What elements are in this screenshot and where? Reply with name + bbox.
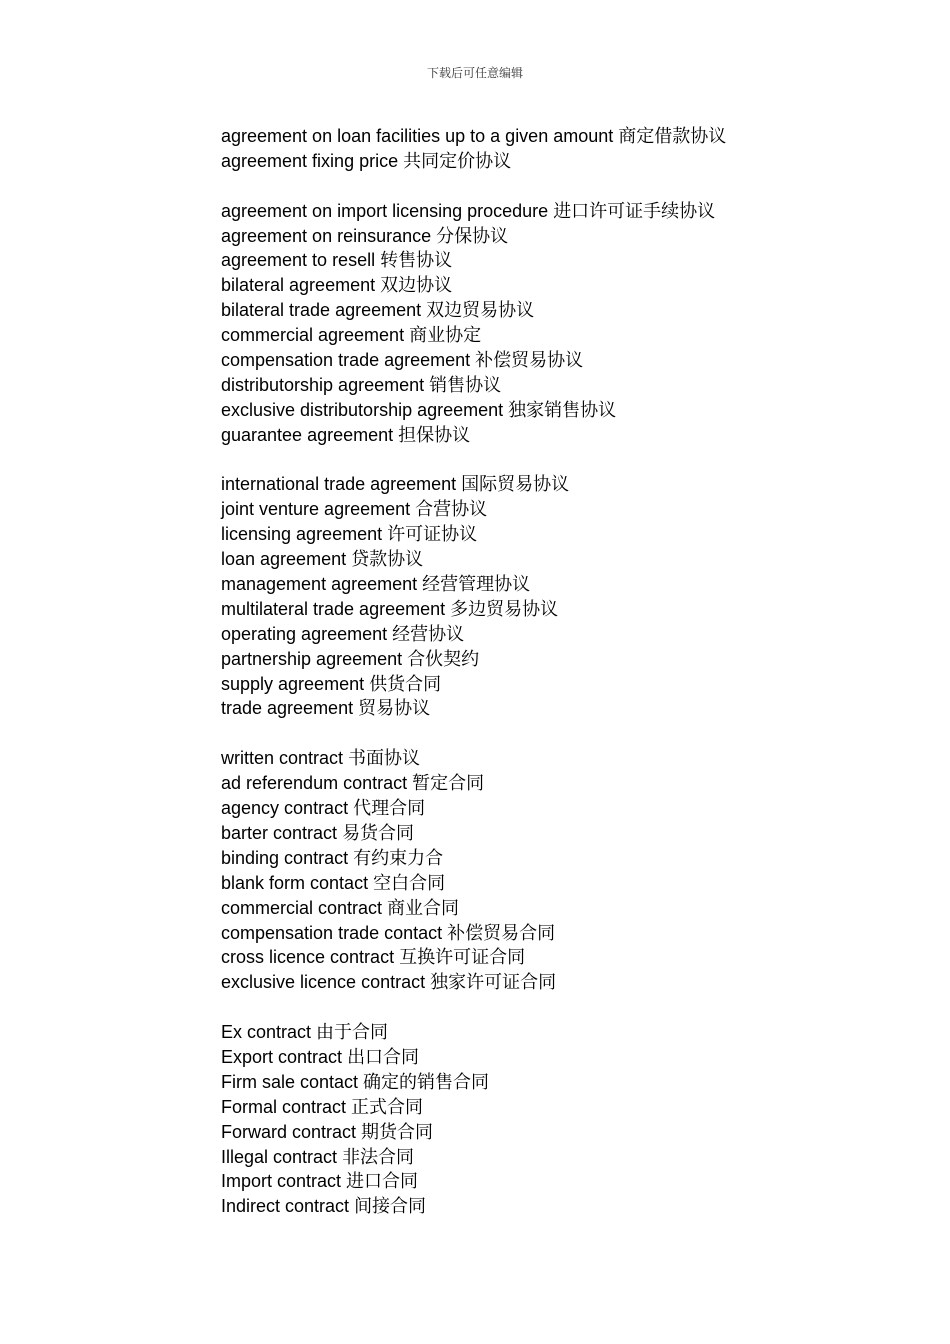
chinese-term: 确定的销售合同 bbox=[363, 1071, 490, 1093]
blank-line bbox=[221, 721, 921, 746]
english-term: joint venture agreement bbox=[221, 499, 411, 520]
chinese-term: 许可证协议 bbox=[387, 524, 478, 546]
glossary-entry bbox=[221, 871, 921, 896]
chinese-term: 经营管理协议 bbox=[422, 574, 531, 596]
english-term: commercial contract bbox=[221, 897, 383, 918]
chinese-term: 分保协议 bbox=[436, 225, 509, 247]
blank-line bbox=[221, 995, 921, 1020]
chinese-term: 国际贸易协议 bbox=[461, 474, 570, 496]
english-term: management agreement bbox=[221, 574, 418, 595]
chinese-term: 多边贸易协议 bbox=[450, 598, 559, 620]
chinese-term: 有约束力合 bbox=[353, 847, 444, 869]
glossary-entry bbox=[221, 597, 921, 622]
chinese-term: 互换许可证合同 bbox=[399, 947, 526, 969]
chinese-term: 双边贸易协议 bbox=[426, 300, 535, 322]
chinese-term: 担保协议 bbox=[398, 424, 471, 446]
glossary-entry bbox=[221, 472, 921, 497]
chinese-term: 易货合同 bbox=[342, 822, 415, 844]
english-term: binding contract bbox=[221, 847, 349, 868]
chinese-term: 期货合同 bbox=[361, 1121, 434, 1143]
chinese-term: 销售协议 bbox=[429, 374, 502, 396]
glossary-entry bbox=[221, 921, 921, 946]
glossary-entry bbox=[221, 896, 921, 921]
english-term: supply agreement bbox=[221, 673, 365, 694]
glossary-entry bbox=[221, 746, 921, 771]
english-term: agreement on import licensing procedure bbox=[221, 200, 549, 221]
chinese-term: 非法合同 bbox=[342, 1146, 415, 1168]
glossary-entry bbox=[221, 846, 921, 871]
chinese-term: 代理合同 bbox=[353, 798, 426, 820]
glossary-entry bbox=[221, 124, 921, 149]
english-term: commercial agreement bbox=[221, 325, 405, 346]
glossary-entry bbox=[221, 1169, 921, 1194]
glossary-entry bbox=[221, 273, 921, 298]
english-term: ad referendum contract bbox=[221, 773, 408, 794]
chinese-term: 转售协议 bbox=[380, 250, 453, 272]
blank-line bbox=[221, 174, 921, 199]
glossary-entry bbox=[221, 970, 921, 995]
english-term: agreement to resell bbox=[221, 250, 376, 271]
chinese-term: 正式合同 bbox=[351, 1096, 424, 1118]
glossary-entry bbox=[221, 1020, 921, 1045]
glossary-entry bbox=[221, 248, 921, 273]
english-term: partnership agreement bbox=[221, 648, 403, 669]
chinese-term: 合营协议 bbox=[415, 499, 488, 521]
chinese-term: 合伙契约 bbox=[407, 648, 480, 670]
glossary-entry bbox=[221, 298, 921, 323]
english-term: bilateral trade agreement bbox=[221, 300, 422, 321]
english-term: Formal contract bbox=[221, 1096, 347, 1117]
english-term: Forward contract bbox=[221, 1121, 357, 1142]
glossary-entry bbox=[221, 771, 921, 796]
english-term: loan agreement bbox=[221, 549, 347, 570]
glossary-entry bbox=[221, 373, 921, 398]
chinese-term: 商定借款协议 bbox=[618, 126, 727, 147]
chinese-term: 间接合同 bbox=[354, 1196, 427, 1218]
glossary-entry bbox=[221, 522, 921, 547]
glossary-entry bbox=[221, 348, 921, 373]
english-term: Illegal contract bbox=[221, 1146, 338, 1167]
glossary-entry bbox=[221, 1145, 921, 1170]
glossary-entry bbox=[221, 323, 921, 348]
glossary-entry bbox=[221, 398, 921, 423]
english-term: Export contract bbox=[221, 1046, 343, 1067]
english-term: guarantee agreement bbox=[221, 424, 394, 445]
chinese-term: 独家销售协议 bbox=[508, 399, 617, 421]
english-term: compensation trade agreement bbox=[221, 350, 471, 371]
english-term: agreement on loan facilities up to a given amount bbox=[221, 126, 614, 146]
glossary-entry bbox=[221, 622, 921, 647]
glossary-entry bbox=[221, 149, 921, 174]
glossary-entry bbox=[221, 497, 921, 522]
glossary-entry bbox=[221, 1194, 921, 1219]
glossary-entry bbox=[221, 547, 921, 572]
glossary-entry bbox=[221, 672, 921, 697]
chinese-term: 经营协议 bbox=[392, 623, 465, 645]
glossary-entry bbox=[221, 1120, 921, 1145]
english-term: agency contract bbox=[221, 798, 349, 819]
english-term: bilateral agreement bbox=[221, 275, 376, 296]
chinese-term: 进口合同 bbox=[346, 1171, 419, 1193]
glossary-entry bbox=[221, 572, 921, 597]
chinese-term: 独家许可证合同 bbox=[430, 972, 557, 994]
english-term: Import contract bbox=[221, 1171, 342, 1192]
glossary-entry bbox=[221, 647, 921, 672]
chinese-term: 双边协议 bbox=[380, 275, 453, 297]
english-term: distributorship agreement bbox=[221, 374, 425, 395]
english-term: Firm sale contact bbox=[221, 1071, 359, 1092]
english-term: cross licence contract bbox=[221, 947, 395, 968]
glossary-entry bbox=[221, 1070, 921, 1095]
english-term: licensing agreement bbox=[221, 524, 383, 545]
english-term: barter contract bbox=[221, 822, 338, 843]
glossary-entry bbox=[221, 796, 921, 821]
glossary-entry bbox=[221, 423, 921, 448]
chinese-term: 贷款协议 bbox=[351, 549, 424, 571]
glossary-entry bbox=[221, 1045, 921, 1070]
english-term: agreement fixing price bbox=[221, 150, 399, 171]
glossary-list bbox=[221, 124, 921, 1219]
chinese-term: 补偿贸易协议 bbox=[475, 350, 584, 372]
chinese-term: 商业协定 bbox=[409, 325, 482, 347]
chinese-term: 空白合同 bbox=[373, 872, 446, 894]
chinese-term: 共同定价协议 bbox=[403, 150, 512, 172]
chinese-term: 供货合同 bbox=[369, 673, 442, 695]
chinese-term: 出口合同 bbox=[347, 1046, 420, 1068]
chinese-term: 贸易协议 bbox=[358, 698, 431, 720]
english-term: written contract bbox=[221, 748, 344, 769]
chinese-term: 书面协议 bbox=[348, 748, 421, 770]
english-term: blank form contact bbox=[221, 872, 369, 893]
glossary-entry bbox=[221, 945, 921, 970]
english-term: trade agreement bbox=[221, 698, 354, 719]
glossary-entry bbox=[221, 696, 921, 721]
chinese-term: 由于合同 bbox=[316, 1022, 389, 1044]
english-term: operating agreement bbox=[221, 623, 388, 644]
english-term: exclusive licence contract bbox=[221, 972, 426, 993]
english-term: exclusive distributorship agreement bbox=[221, 399, 504, 420]
english-term: multilateral trade agreement bbox=[221, 598, 446, 619]
glossary-entry bbox=[221, 199, 921, 224]
english-term: agreement on reinsurance bbox=[221, 225, 432, 246]
glossary-entry bbox=[221, 1095, 921, 1120]
chinese-term: 进口许可证手续协议 bbox=[553, 200, 716, 222]
english-term: Indirect contract bbox=[221, 1196, 350, 1217]
page-header: 下载后可任意编辑 bbox=[426, 66, 523, 80]
english-term: compensation trade contact bbox=[221, 922, 443, 943]
blank-line bbox=[221, 448, 921, 473]
chinese-term: 暂定合同 bbox=[412, 773, 485, 795]
english-term: Ex contract bbox=[221, 1022, 312, 1043]
chinese-term: 补偿贸易合同 bbox=[447, 922, 556, 944]
english-term: international trade agreement bbox=[221, 474, 457, 495]
glossary-entry bbox=[221, 224, 921, 249]
glossary-entry bbox=[221, 821, 921, 846]
chinese-term: 商业合同 bbox=[387, 897, 460, 919]
